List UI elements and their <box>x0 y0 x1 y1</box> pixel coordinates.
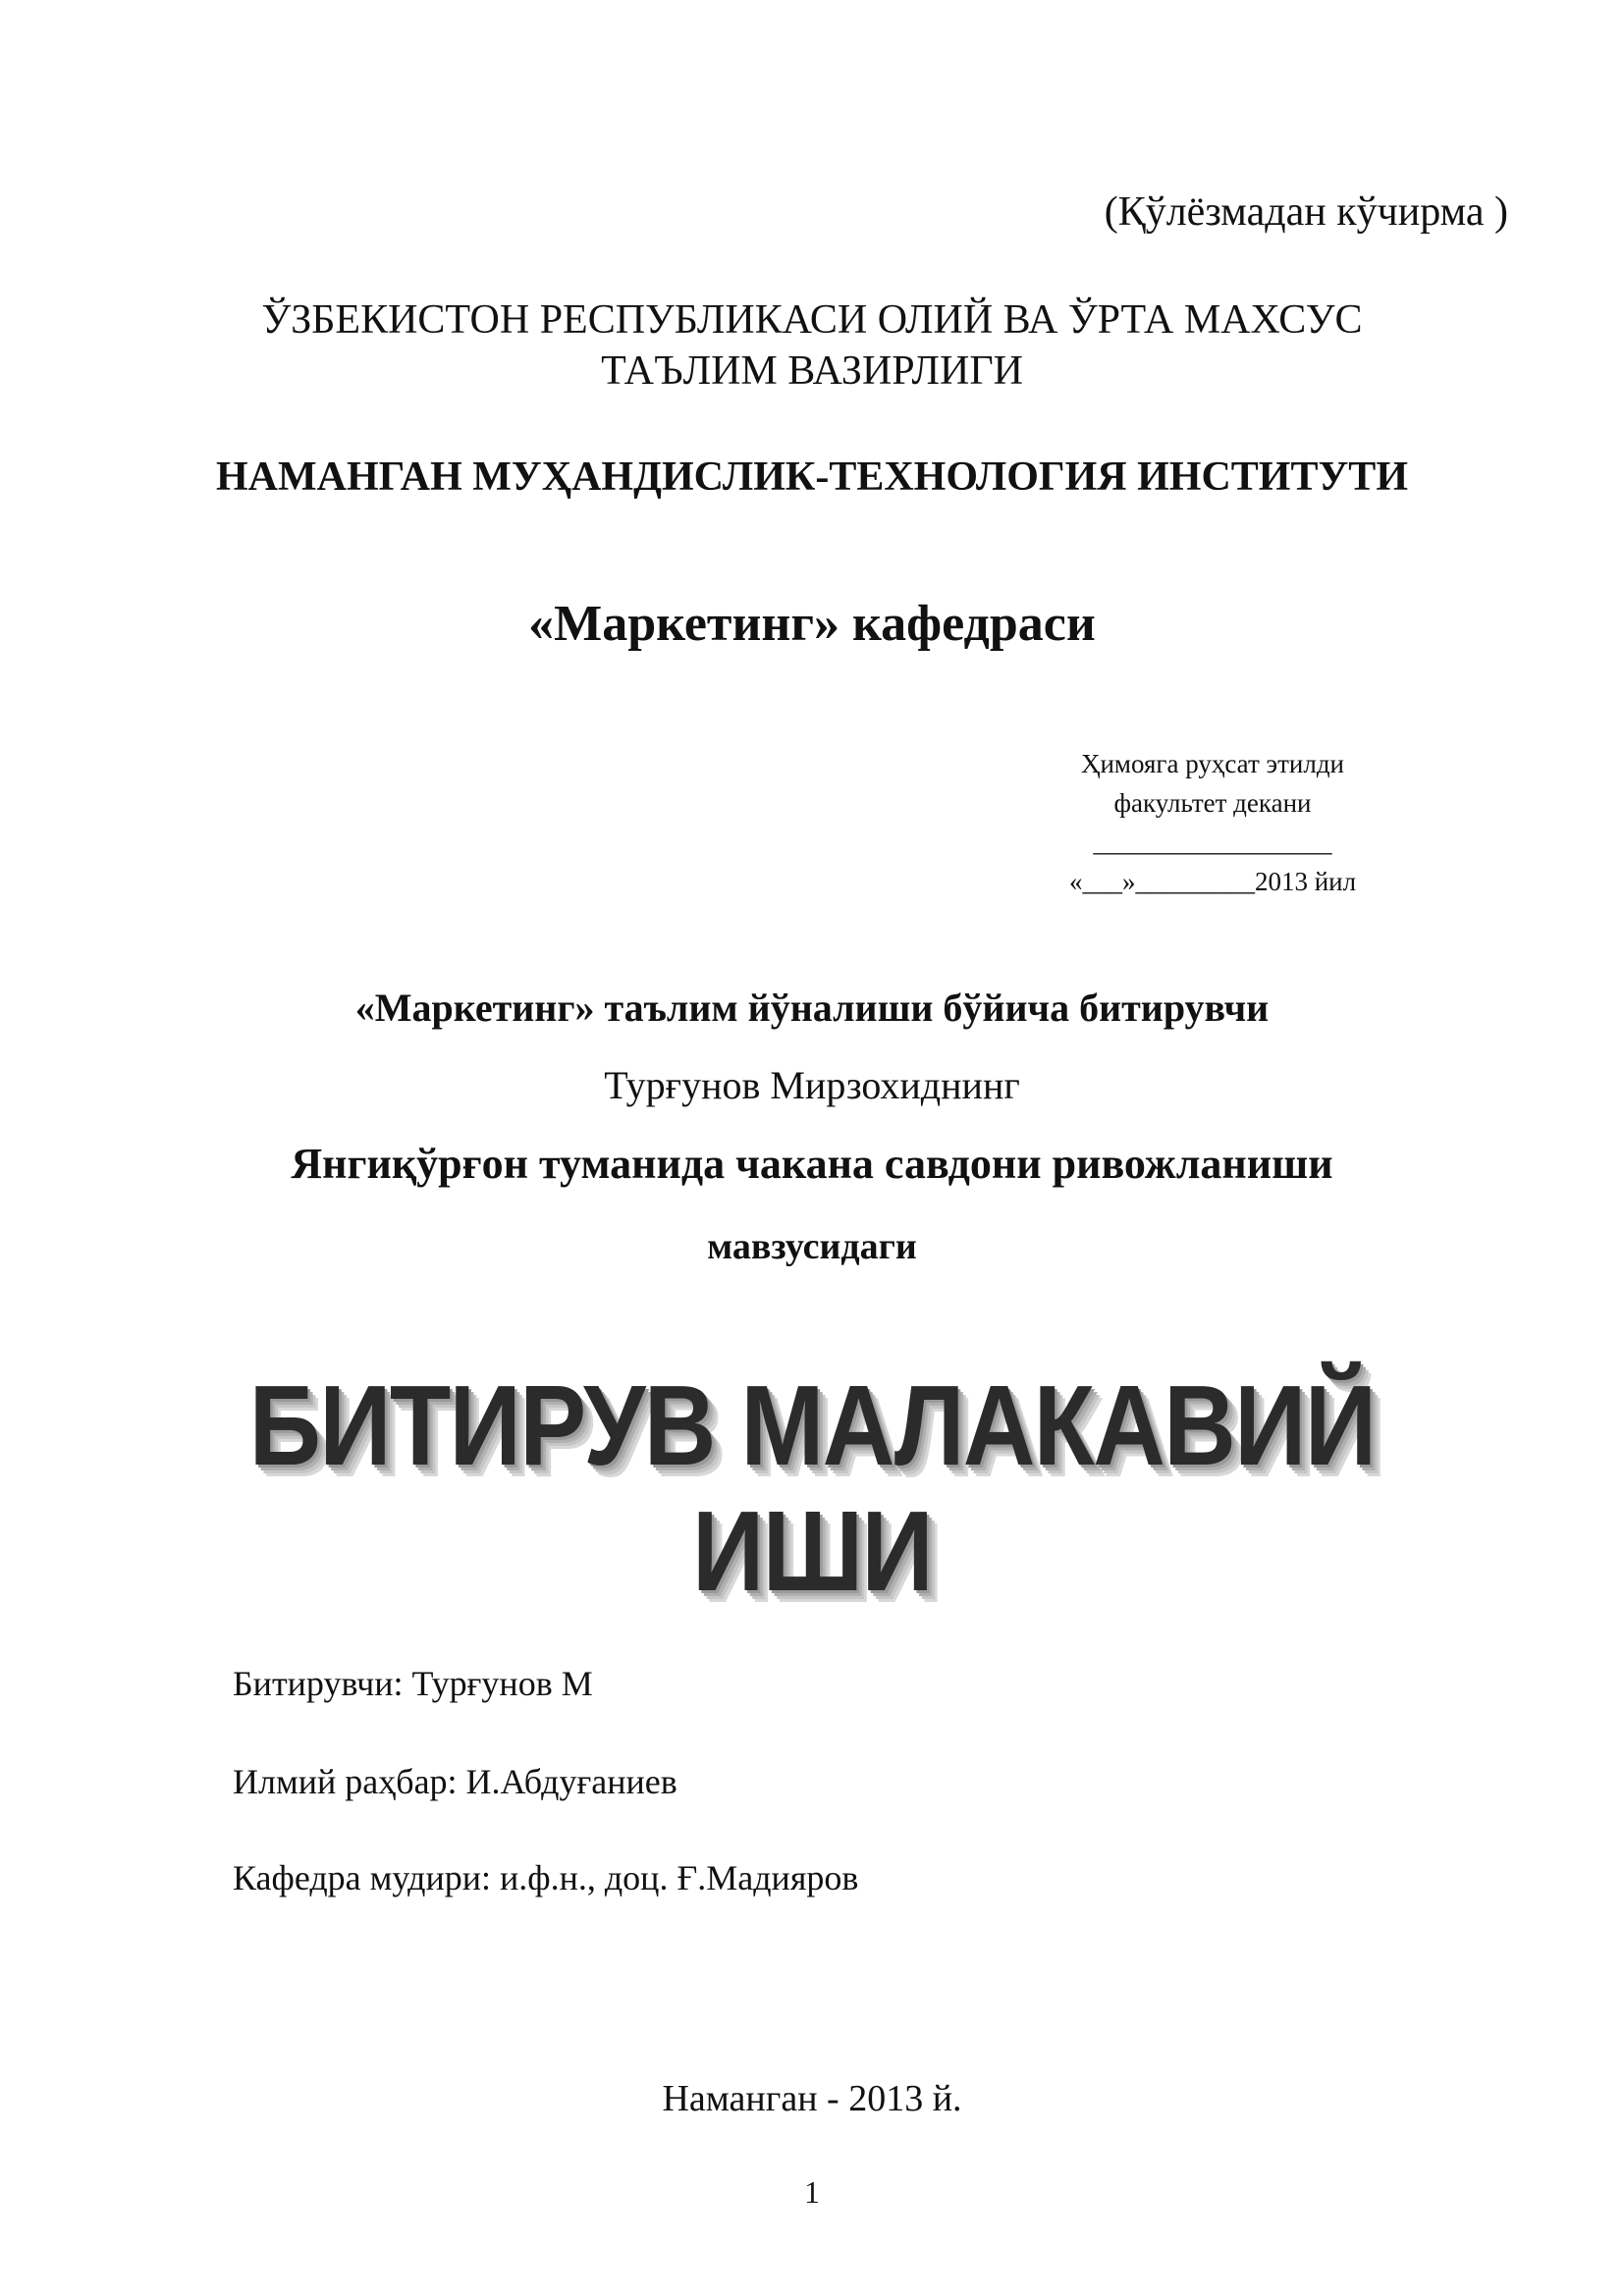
student-name: Турғунов Мирзохиднинг <box>604 1063 1020 1107</box>
approval-date-line: «___»_________2013 йил <box>1068 867 1357 896</box>
advisor-line: Илмий раҳбар: И.Абдуғаниев <box>233 1762 677 1801</box>
approval-line-2: факультет декани <box>1113 788 1312 818</box>
department-head-line: Кафедра мудири: и.ф.н., доц. Ғ.Мадияров <box>233 1858 859 1897</box>
thesis-topic-suffix: мавзусидаги <box>707 1226 917 1267</box>
place-year: Наманган - 2013 й. <box>662 2078 962 2119</box>
approval-signature-line: __________________ <box>1093 828 1332 857</box>
ministry-line-2: ТАЪЛИМ ВАЗИРЛИГИ <box>601 348 1023 394</box>
manuscript-copy-note: (Қўлёзмадан кўчирма ) <box>1104 189 1508 235</box>
thesis-title-line-2: ИШИ <box>691 1487 933 1615</box>
study-direction: «Маркетинг» таълим йўналиши бўйича битирувчи <box>354 986 1270 1030</box>
ministry-heading <box>0 294 1624 397</box>
institute-name: НАМАНГАН МУҲАНДИСЛИК-ТЕХНОЛОГИЯ ИНСТИТУТИ <box>215 454 1408 500</box>
thesis-topic: Янгиқўрғон туманида чакана савдони ривожланиши <box>291 1140 1333 1188</box>
page-number: 1 <box>804 2174 820 2210</box>
department-name: «Маркетинг» кафедраси <box>528 596 1096 652</box>
graduate-line: Битирувчи: Турғунов М <box>233 1664 593 1703</box>
ministry-line-1: ЎЗБЕКИСТОН РЕСПУБЛИКАСИ ОЛИЙ ВА ЎРТА МАХСУС <box>261 297 1363 343</box>
thesis-title-line-1: БИТИРУВ МАЛАКАВИЙ <box>248 1362 1376 1489</box>
approval-line-1: Ҳимояга руҳсат этилди <box>1080 749 1345 778</box>
